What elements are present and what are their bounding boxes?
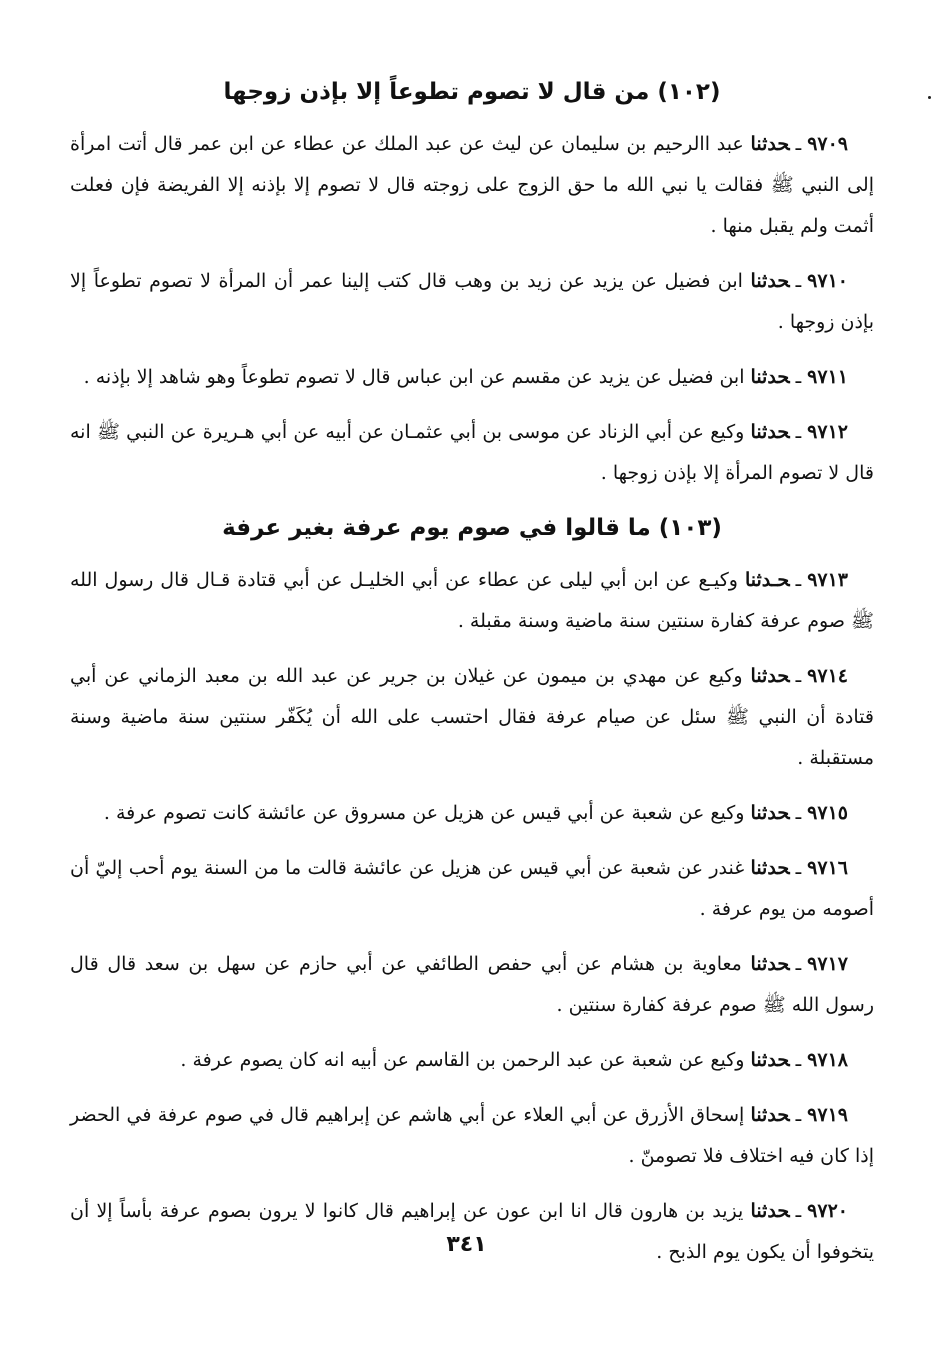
separator: ـ [795,1104,802,1126]
narration-keyword: حدثنا [750,366,790,388]
narration-keyword: حـدثنا [744,569,790,591]
hadith-text: وكيـع عن ابن أبي ليلى عن عطاء عن أبي الخليـل عن أبي قتادة قـال قال رسول الله ﷺ صوم عرفة كفارة سنتين سنة ماضية وسنة مقبلة . [70,569,874,632]
hadith-entry [70,944,874,1026]
narration-keyword: حدثنا [750,1200,790,1222]
hadith-number: ٩٧٠٩ [807,133,849,155]
hadith-number: ٩٧١٥ [807,802,848,824]
separator: ـ [795,421,802,443]
separator: ـ [795,953,802,975]
separator: ـ [795,1049,802,1071]
separator: ـ [795,1200,802,1222]
hadith-text: ابن فضيل عن يزيد عن زيد بن وهب قال كتب إلينا عمر أن المرأة لا تصوم تطوعاً إلا بإذن زوجها . [70,270,874,333]
narration-keyword: حدثنا [750,665,790,687]
narration-keyword: حدثنا [750,270,790,292]
hadith-number: ٩٧١٦ [807,857,848,879]
narration-keyword: حدثنا [750,1049,790,1071]
hadith-text: إسحاق الأزرق عن أبي العلاء عن أبي هاشم عن إبراهيم قال في صوم عرفة في الحضر إذا كان فيه اختلاف فلا تصومنّ . [70,1104,874,1167]
separator: ـ [795,569,802,591]
hadith-text: وكيع عن أبي الزناد عن موسى بن أبي عثمـان عن أبيه عن أبي هـريرة عن النبي ﷺ انه قال لا تصوم المرأة إلا بإذن زوجها . [70,421,874,484]
separator: ـ [795,133,802,155]
hadith-entry [70,357,874,398]
hadith-text: معاوية بن هشام عن أبي حفص الطائفي عن أبي حازم عن سهل بن سعد قال قال رسول الله ﷺ صوم عرفة كفارة سنتين . [70,953,874,1016]
hadith-number: ٩٧١٨ [807,1049,848,1071]
separator: ـ [795,366,802,388]
narration-keyword: حدثنا [750,953,790,975]
separator: ـ [795,802,802,824]
hadith-number: ٩٧١٣ [807,569,849,591]
hadith-number: ٩٧٢٠ [807,1200,848,1222]
hadith-entry [70,261,874,343]
hadith-text: وكيع عن شعبة عن أبي قيس عن هزيل عن مسروق عن عائشة كانت تصوم عرفة . [103,802,745,824]
hadith-number: ٩٧١٢ [807,421,848,443]
page-body [70,62,874,1287]
hadith-entry [70,793,874,834]
hadith-number: ٩٧١٧ [807,953,848,975]
margin-dot [928,96,931,99]
narration-keyword: حدثنا [750,421,790,443]
hadith-entry [70,560,874,642]
separator: ـ [795,270,802,292]
section-heading-103: (١٠٣) ما قالوا في صوم يوم عرفة بغير عرفة [222,515,722,541]
hadith-entry [70,848,874,930]
narration-keyword: حدثنا [750,1104,790,1126]
narration-keyword: حدثنا [750,802,790,824]
hadith-number: ٩٧١٤ [807,665,848,687]
hadith-text: غندر عن شعبة عن أبي قيس عن هزيل عن عائشة قالت ما من السنة يوم أحب إليّ أن أصومه من يوم عرفة . [70,857,874,920]
hadith-entry [70,124,874,247]
narration-keyword: حدثنا [750,133,790,155]
hadith-text: وكيع عن مهدي بن ميمون عن غيلان بن جرير عن عبد الله بن معبد الزماني عن أبي قتادة أن النبي ﷺ سئل عن صيام عرفة فقال احتسب على الله أن يُكَفّر سنتين سنة ماضية وسنة مستقبلة . [70,665,874,769]
hadith-entry [70,1095,874,1177]
separator: ـ [795,857,802,879]
hadith-text: وكيع عن شعبة عن عبد الرحمن بن القاسم عن أبيه انه كان يصوم عرفة . [180,1049,745,1071]
hadith-text: عبد االرحيم بن سليمان عن ليث عن عبد الملك عن عطاء عن ابن عمر قال أتت امرأة إلى النبي ﷺ فقالت يا نبي الله ما حق الزوج على زوجته قال لا تصوم إلا بإذنه إلا الفريضة فإن فعلت أثمت ولم يقبل منها . [70,133,874,237]
page-number: ٣٤١ [446,1232,487,1257]
section-heading-102: (١٠٢) من قال لا تصوم تطوعاً إلا بإذن زوجها [223,79,721,105]
hadith-text: ابن فضيل عن يزيد عن مقسم عن ابن عباس قال لا تصوم تطوعاً وهو شاهد إلا بإذنه . [83,366,745,388]
hadith-number: ٩٧١٠ [807,270,848,292]
hadith-text: يزيد بن هارون قال انا ابن عون عن إبراهيم قال كانوا لا يرون بصوم عرفة بأساً إلا أن يتخوفوا أن يكون يوم الذبح . [70,1200,874,1263]
hadith-entry [70,412,874,494]
hadith-number: ٩٧١١ [807,366,848,388]
hadith-entry [70,1040,874,1081]
separator: ـ [795,665,802,687]
narration-keyword: حدثنا [750,857,790,879]
hadith-entry [70,656,874,779]
hadith-number: ٩٧١٩ [807,1104,848,1126]
